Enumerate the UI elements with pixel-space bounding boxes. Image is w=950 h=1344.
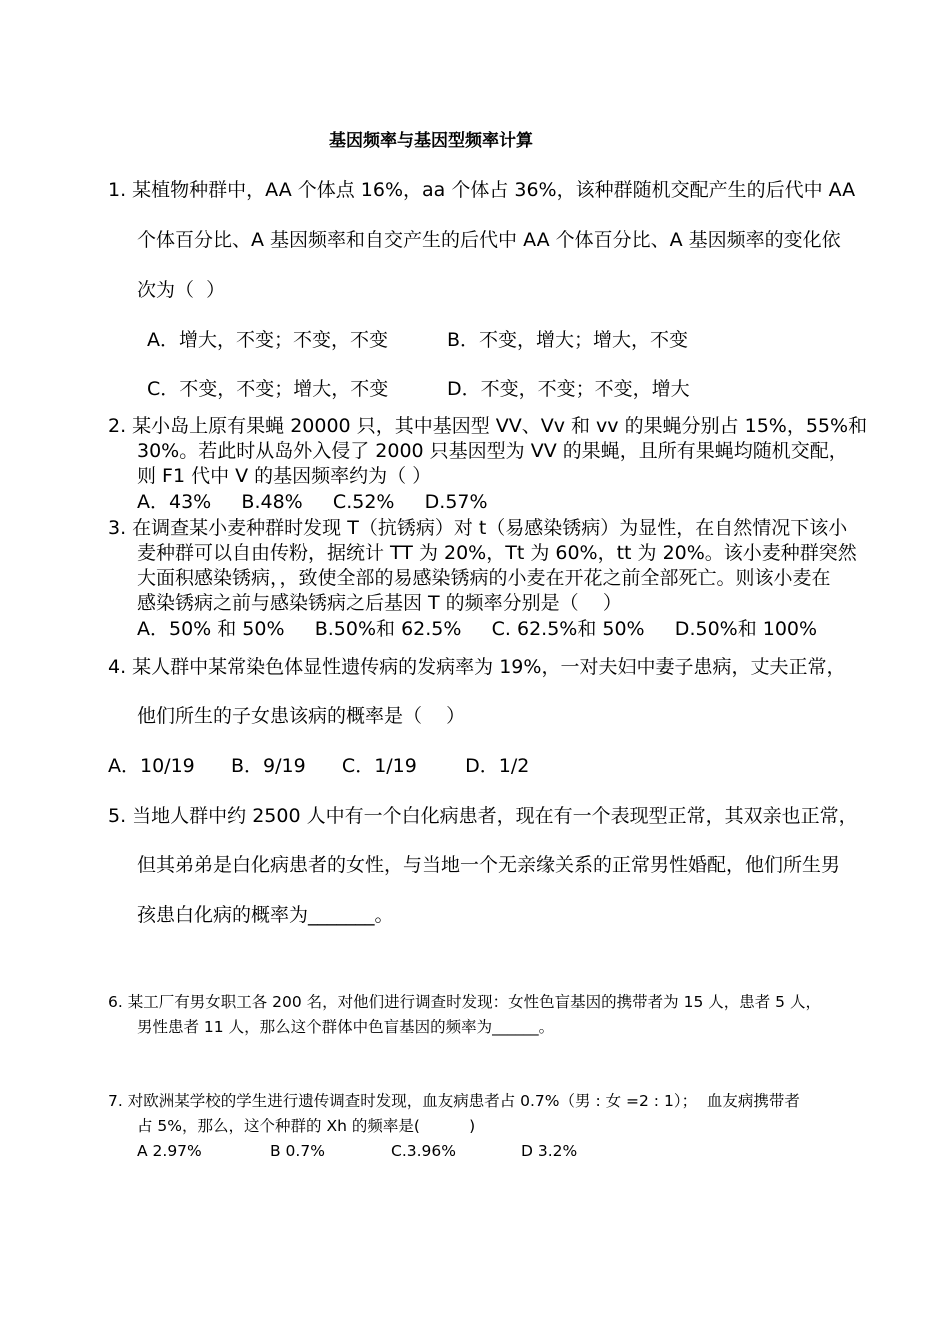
q2-options: A．43% B.48% C.52% D.57% (137, 491, 488, 513)
q4-line-2: 他们所生的子女患该病的概率是（ ） (137, 705, 466, 727)
q3-line-4: 感染锈病之前与感染锈病之后基因 T 的频率分别是（ ） (137, 592, 622, 614)
q1-line-2: 个体百分比、A 基因频率和自交产生的后代中 AA 个体百分比、A 基因频率的变化依 (137, 229, 841, 251)
q2-line-3: 则 F1 代中 V 的基因频率约为（ ） (137, 465, 432, 487)
q5-line-2: 但其弟弟是白化病患者的女性，与当地一个无亲缘关系的正常男性婚配，他们所生男 (137, 854, 841, 876)
q6-line-2: 男性患者 11 人，那么这个群体中色盲基因的频率为______。 (137, 1018, 555, 1036)
q4-options: A．10/19 B．9/19 C．1/19 D．1/2 (108, 755, 530, 777)
q7-option-b: B 0.7% (270, 1142, 325, 1160)
q3-line-3: 大面积感染锈病，，致使全部的易感染锈病的小麦在开花之前全部死亡。则该小麦在 (137, 567, 831, 589)
q3-options: A．50% 和 50% B.50%和 62.5% C. 62.5%和 50% D.50%和 100% (137, 618, 818, 640)
q7-option-c: C.3.96% (391, 1142, 456, 1160)
q3-line-1: 3. 在调查某小麦种群时发现 T（抗锈病）对 t（易感染锈病）为显性，在自然情况下该小 (108, 517, 848, 539)
q2-line-1: 2. 某小岛上原有果蝇 20000 只，其中基因型 VV、Vv 和 vv 的果蝇分别占 15%，55%和 (108, 415, 868, 437)
q2-line-2: 30%。若此时从岛外入侵了 2000 只基因型为 VV 的果蝇，且所有果蝇均随机交配， (137, 440, 848, 462)
q1-option-c: C．不变，不变；增大，不变 (147, 378, 389, 400)
q6-line-1: 6. 某工厂有男女职工各 200 名，对他们进行调查时发现：女性色盲基因的携带者为 15 人，患者 5 人， (108, 993, 821, 1011)
q3-line-2: 麦种群可以自由传粉，据统计 TT 为 20%，Tt 为 60%，tt 为 20%。该小麦种群突然 (137, 542, 857, 564)
q5-line-3: 孩患白化病的概率为_______。 (137, 904, 394, 926)
page-title: 基因频率与基因型频率计算 (329, 131, 533, 151)
q1-line-1: 1. 某植物种群中，AA 个体点 16%，aa 个体占 36%，该种群随机交配产生的后代中 AA (108, 179, 856, 201)
q4-line-1: 4. 某人群中某常染色体显性遗传病的发病率为 19%，一对夫妇中妻子患病，丈夫正常， (108, 656, 846, 678)
q1-option-b: B．不变，增大；增大，不变 (447, 329, 689, 351)
q7-option-a: A 2.97% (137, 1142, 202, 1160)
q7-line-1: 7. 对欧洲某学校的学生进行遗传调查时发现，血友病患者占 0.7%（男 : 女 =2 : 1）； 血友病携带者 (108, 1092, 800, 1110)
q1-line-3: 次为（ ） (137, 279, 226, 301)
q1-option-a: A．增大，不变；不变，不变 (147, 329, 388, 351)
q7-line-2: 占 5%，那么，这个种群的 Xh 的频率是( ) (137, 1117, 476, 1135)
q7-option-d: D 3.2% (521, 1142, 578, 1160)
q5-line-1: 5. 当地人群中约 2500 人中有一个白化病患者，现在有一个表现型正常，其双亲也正常， (108, 805, 858, 827)
q1-option-d: D．不变，不变；不变，增大 (447, 378, 690, 400)
